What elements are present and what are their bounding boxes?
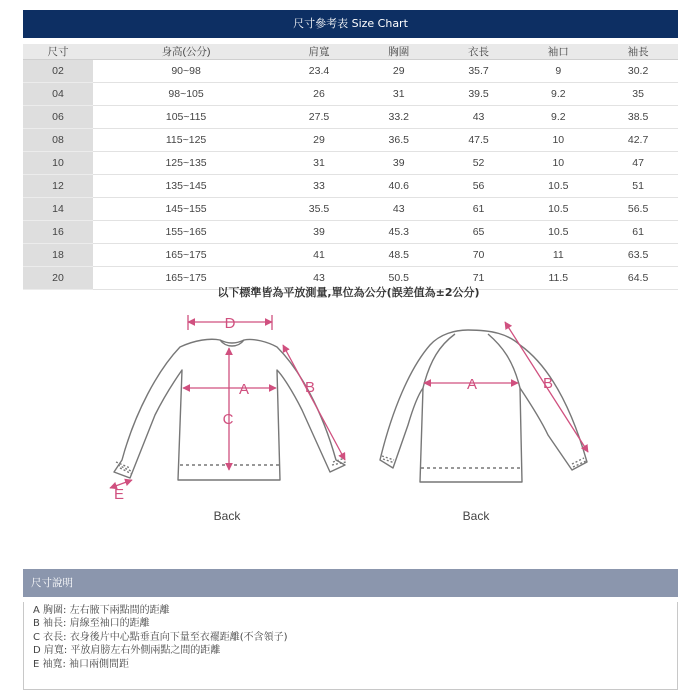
cell-length: 52: [439, 152, 519, 175]
cell-chest: 45.3: [359, 221, 439, 244]
cell-shoulder: 43: [279, 267, 359, 290]
cell-size: 02: [23, 60, 93, 83]
cell-length: 43: [439, 106, 519, 129]
cell-size: 20: [23, 267, 93, 290]
table-row: [23, 83, 678, 106]
cell-sleeve: 61: [598, 221, 678, 244]
left-shirt-outline: [114, 339, 346, 480]
list-item: B 袖長: 肩線至袖口的距離: [33, 618, 150, 630]
cell-cuff: 10: [518, 129, 598, 152]
size-help-list: [23, 602, 678, 690]
cell-height: 135~145: [93, 175, 279, 198]
table-row: [23, 129, 678, 152]
cell-height: 105~115: [93, 106, 279, 129]
table-row: [23, 60, 678, 83]
label-a: A: [238, 381, 250, 398]
cell-sleeve: 42.7: [598, 129, 678, 152]
cell-chest: 33.2: [359, 106, 439, 129]
cell-cuff: 9.2: [518, 106, 598, 129]
column-header-shoulder: 肩寬: [279, 44, 359, 60]
list-item: D 肩寬: 平放肩膀左右外側兩點之間的距離: [33, 645, 221, 657]
column-header-sleeve: 袖長: [598, 44, 678, 60]
table-row: [23, 152, 678, 175]
cell-length: 35.7: [439, 60, 519, 83]
label-e: E: [113, 486, 125, 503]
list-item: E 袖寬: 袖口兩側間距: [33, 658, 130, 670]
cell-shoulder: 27.5: [279, 106, 359, 129]
table-row: [23, 244, 678, 267]
cell-sleeve: 35: [598, 83, 678, 106]
cell-cuff: 10.5: [518, 198, 598, 221]
cell-cuff: 11.5: [518, 267, 598, 290]
cell-height: 125~135: [93, 152, 279, 175]
table-row: [23, 175, 678, 198]
cell-cuff: 10: [518, 152, 598, 175]
column-header-chest: 胸圍: [359, 44, 439, 60]
cell-size: 14: [23, 198, 93, 221]
cell-sleeve: 47: [598, 152, 678, 175]
cell-length: 56: [439, 175, 519, 198]
cell-height: 115~125: [93, 129, 279, 152]
cell-size: 10: [23, 152, 93, 175]
cell-sleeve: 64.5: [598, 267, 678, 290]
cell-sleeve: 63.5: [598, 244, 678, 267]
cell-shoulder: 29: [279, 129, 359, 152]
cell-cuff: 10.5: [518, 175, 598, 198]
right-shirt-outline: [380, 330, 587, 482]
cell-shoulder: 26: [279, 83, 359, 106]
cell-height: 165~175: [93, 244, 279, 267]
cell-length: 39.5: [439, 83, 519, 106]
cell-chest: 36.5: [359, 129, 439, 152]
cell-length: 71: [439, 267, 519, 290]
cell-cuff: 10.5: [518, 221, 598, 244]
cell-shoulder: 33: [279, 175, 359, 198]
table-row: [23, 198, 678, 221]
label-a: A: [466, 376, 478, 393]
cell-size: 18: [23, 244, 93, 267]
column-header-height: 身高(公分): [93, 44, 279, 60]
cell-shoulder: 31: [279, 152, 359, 175]
cell-height: 155~165: [93, 221, 279, 244]
cell-shoulder: 35.5: [279, 198, 359, 221]
cell-cuff: 9: [518, 60, 598, 83]
table-row: [23, 106, 678, 129]
cell-length: 65: [439, 221, 519, 244]
column-header-cuff: 袖口: [518, 44, 598, 60]
right-shirt-caption: Back: [462, 509, 490, 523]
cell-sleeve: 30.2: [598, 60, 678, 83]
left-measure-labels: [114, 315, 315, 503]
cell-height: 98~105: [93, 83, 279, 106]
cell-size: 12: [23, 175, 93, 198]
cell-length: 61: [439, 198, 519, 221]
cell-sleeve: 38.5: [598, 106, 678, 129]
cell-chest: 50.5: [359, 267, 439, 290]
cell-sleeve: 56.5: [598, 198, 678, 221]
cell-sleeve: 51: [598, 175, 678, 198]
measurement-diagram: [0, 300, 697, 540]
cell-shoulder: 23.4: [279, 60, 359, 83]
cell-shoulder: 41: [279, 244, 359, 267]
cell-size: 06: [23, 106, 93, 129]
label-d: D: [224, 315, 236, 332]
table-header-row: [23, 44, 678, 60]
cell-shoulder: 39: [279, 221, 359, 244]
cell-chest: 40.6: [359, 175, 439, 198]
cell-height: 145~155: [93, 198, 279, 221]
cell-cuff: 11: [518, 244, 598, 267]
size-table: [23, 44, 678, 290]
cell-chest: 48.5: [359, 244, 439, 267]
cell-size: 08: [23, 129, 93, 152]
column-header-size: 尺寸: [23, 44, 93, 60]
column-header-length: 衣長: [439, 44, 519, 60]
cell-height: 90~98: [93, 60, 279, 83]
cell-chest: 39: [359, 152, 439, 175]
cell-chest: 31: [359, 83, 439, 106]
cell-length: 47.5: [439, 129, 519, 152]
cell-length: 70: [439, 244, 519, 267]
cell-height: 165~175: [93, 267, 279, 290]
list-item: A 胸圍: 左右腋下兩點間的距離: [33, 605, 170, 616]
table-row: [23, 221, 678, 244]
cell-chest: 29: [359, 60, 439, 83]
cell-chest: 43: [359, 198, 439, 221]
cell-cuff: 9.2: [518, 83, 598, 106]
size-help-title: 尺寸說明: [23, 569, 678, 597]
left-shirt-caption: Back: [213, 509, 241, 523]
list-item: C 衣長: 衣身後片中心點垂直向下量至衣襬距離(不含領子): [33, 631, 288, 643]
right-measure-lines: [424, 322, 588, 452]
cell-size: 16: [23, 221, 93, 244]
left-measure-lines: [110, 315, 345, 488]
cell-size: 04: [23, 83, 93, 106]
label-b: B: [542, 375, 554, 392]
size-chart-title: 尺寸參考表 Size Chart: [23, 10, 678, 38]
label-c: C: [222, 411, 234, 428]
label-b: B: [304, 379, 316, 396]
measurement-note: 以下標準皆為平放測量,單位為公分(誤差值為±2公分): [217, 286, 480, 299]
